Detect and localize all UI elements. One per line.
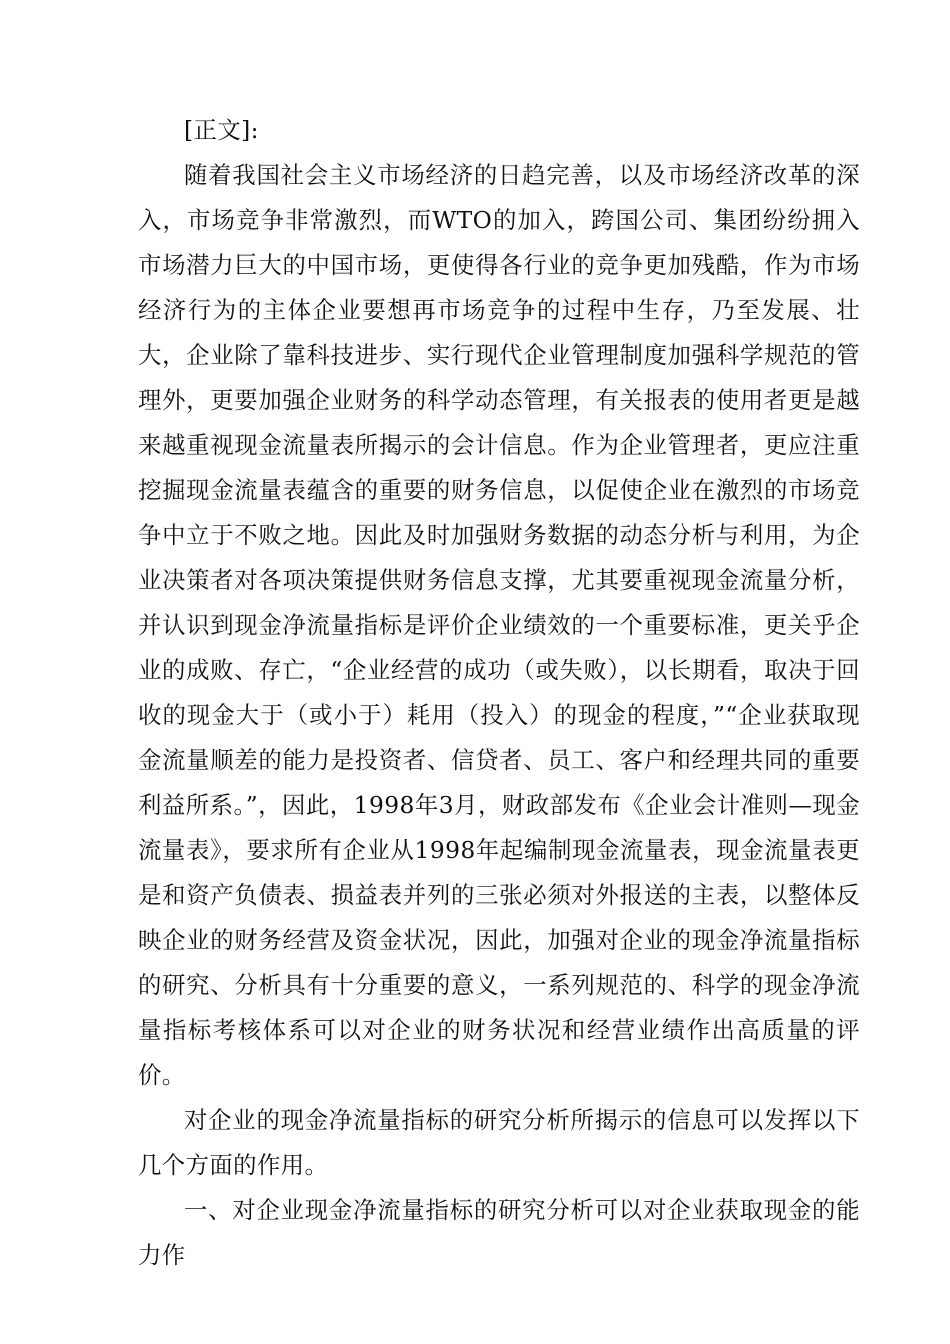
body-paragraph: 随着我国社会主义市场经济的日趋完善，以及市场经济改革的深入，市场竞争非常激烈，而WTO的加入，跨国公司、集团纷纷拥入市场潜力巨大的中国市场，更使得各行业的竞争更加残酷，作为市场经济行为的主体企业要想再市场竞争的过程中生存，乃至发展、壮大，企业除了靠科技进步、实行现代企业管理制度加强科学规范的管理外，更要加强企业财务的科学动态管理，有关报表的使用者更是越来越重视现金流量表所揭示的会计信息。作为企业管理者，更应注重挖掘现金流量表蕴含的重要的财务信息，以促使企业在激烈的市场竞争中立于不败之地。因此及时加强财务数据的动态分析与利用，为企业决策者对各项决策提供财务信息支撑，尤其要重视现金流量分析，并认识到现金净流量指标是评价企业绩效的一个重要标准，更关乎企业的成败、存亡，“企业经营的成功（或失败），以长期看，取决于回收的现金大于（或小于）耗用（投入）的现金的程度，”“企业获取现金流量顺差的能力是投资者、信贷者、员工、客户和经理共同的重要利益所系。”，因此，1998年3月，财政部发布《企业会计准则—现金流量表》，要求所有企业从1998年起编制现金流量表，现金流量表更是和资产负债表、损益表并列的三张必须对外报送的主表，以整体反映企业的财务经营及资金状况，因此，加强对企业的现金净流量指标的研究、分析具有十分重要的意义，一系列规范的、科学的现金净流量指标考核体系可以对企业的财务状况和经营业绩作出高质量的评价。 [138,161,860,1089]
section-label: [正文]: [184,116,259,144]
document-page [138,0,860,1344]
body-paragraph: 对企业的现金净流量指标的研究分析所揭示的信息可以发挥以下几个方面的作用。 [138,1106,860,1179]
body-paragraph: 一、对企业现金净流量指标的研究分析可以对企业获取现金的能力作 [138,1196,860,1269]
